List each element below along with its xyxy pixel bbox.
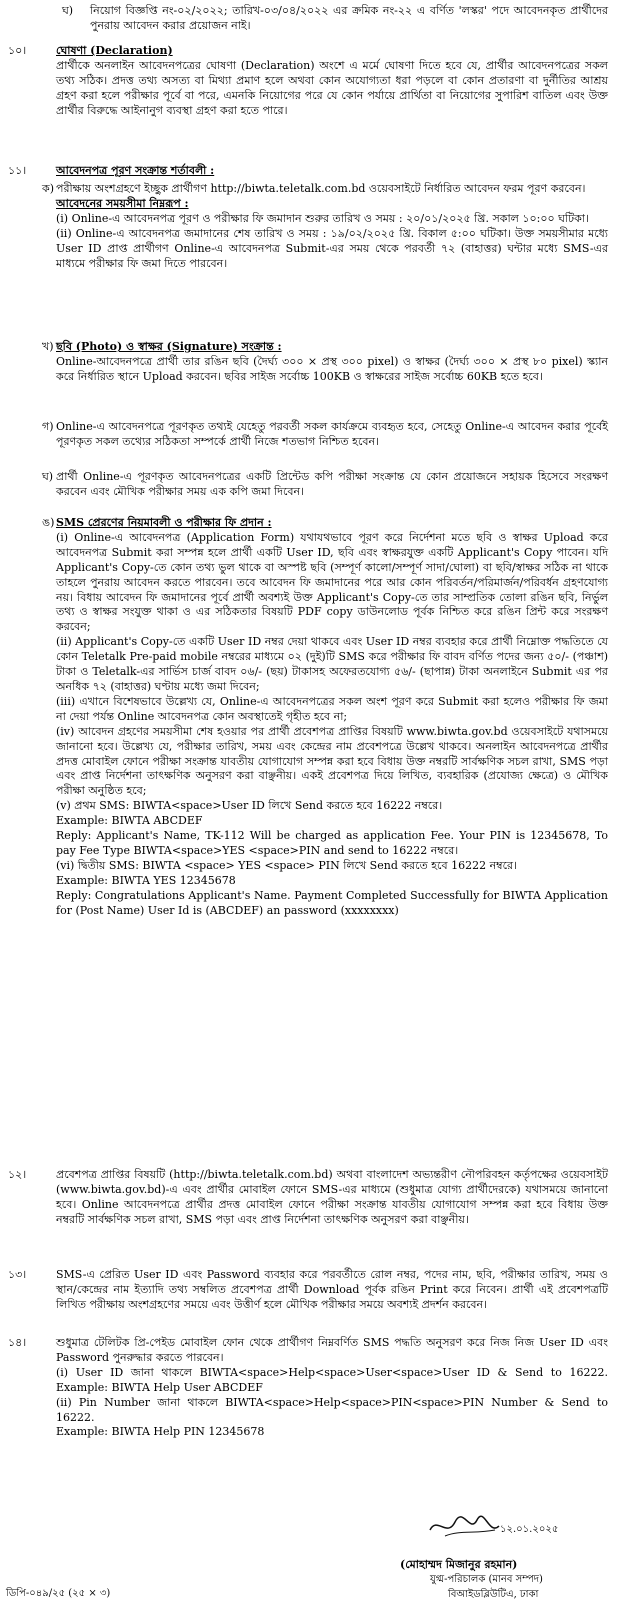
signature-date: ১২.০১.২০২৫ <box>500 1524 559 1535</box>
item-label: ঙ) <box>42 516 55 529</box>
item-heading: ছবি (Photo) ও স্বাক্ষর (Signature) সংক্রান্ত : <box>56 340 282 353</box>
section-heading: ঘোষণা (Declaration) <box>56 44 173 57</box>
item-text: প্রার্থী Online-এ পূরণকৃত আবেদনপত্রের একটি প্রিন্টেড কপি পরীক্ষা সংক্রান্ত যে কোন প্রয়োজনে সহায়ক হিসেবে সংরক্ষণ করবেন এবং মৌখিক পরীক্ষার সময় এক কপি জমা দিবেন। <box>56 470 608 498</box>
section-number: ১৩। <box>8 1268 27 1281</box>
item-sub-i: (i) Online-এ আবেদনপত্র পূরণ ও পরীক্ষার ফি জমাদান শুরুর তারিখ ও সময় : ২০/০১/২০২৫ খ্রি. সকাল ১০:০০ ঘটিকা। <box>56 211 589 225</box>
section-sub-ii: (ii) Pin Number জানা থাকলে BIWTA<space>Help<space>PIN<space>PIN Number & Send to 16222. <box>56 1395 608 1424</box>
item-label: খ) <box>42 340 54 353</box>
section-text: প্রার্থীকে অনলাইন আবেদনপত্রের ঘোষণা (Declaration) অংশে এ মর্মে ঘোষণা দিতে হবে যে, প্রার্থীর আবেদনপত্রের সকল তথ্য সঠিক। প্রদত্ত তথ্য অসত্য বা মিথ্যা প্রমাণ হলে অথবা কোন অযোগ্যতা ধরা পড়লে বা কোন প্রতারণা বা দুর্নীতির আশ্রয় গ্রহণ করা হলে পরীক্ষার পূর্বে বা পরে, এমনকি নিয়োগের পরে যে কোন পর্যায়ে প্রার্থিতা বা নিয়োগের সুপারিশ বাতিল এবং উক্ত প্রার্থীর বিরুদ্ধে আইনানুগ ব্যবস্থা গ্রহণ করা হতে পারে। <box>56 58 608 117</box>
footer-reference: ডিপি-০৪৯/২৫ (২৫ × ৩) <box>6 1588 111 1599</box>
item-text: নিয়োগ বিজ্ঞপ্তি নং-০২/২০২২; তারিখ-০৩/০৪/২০২২ এর ক্রমিক নং-২২ এ বর্ণিত 'লস্কর' পদে আবেদনকৃত প্রার্থীদের পুনরায় আবেদন করার প্রয়োজন নাই। <box>90 4 608 32</box>
section-sub-i: (i) User ID জানা থাকলে BIWTA<space>Help<space>User<space>User ID & Send to 16222. Example: BIWTA Help User ABCDEF <box>56 1365 608 1394</box>
item-sub-v-example: Example: BIWTA ABCDEF <box>56 814 203 828</box>
section-14 <box>0 1336 620 1440</box>
section-number: ১০। <box>8 44 27 57</box>
item-sub-vi-example: Example: BIWTA YES 12345678 <box>56 873 236 887</box>
item-sub-vi: (vi) দ্বিতীয় SMS: BIWTA <space> YES <space> PIN লিখে Send করতে হবে 16222 নম্বরে। <box>56 858 518 872</box>
item-text: পরীক্ষায় অংশগ্রহণে ইচ্ছুক প্রার্থীগণ http://biwta.teletalk.com.bd ওয়েবসাইটে নির্ধারিত আবেদন ফরম পূরণ করবেন। <box>56 182 586 195</box>
item-sub-iv: (iv) আবেদন গ্রহণের সময়সীমা শেষ হওয়ার পর প্রার্থী প্রবেশপত্র প্রাপ্তির বিষয়টি www.biwta.gov.bd ওয়েবসাইটে যথাসময়ে জানানো হবে। উল্লেখ্য যে, পরীক্ষার তারিখ, সময় এবং কেন্দ্রের নাম প্রবেশপত্রে উল্লেখ থাকবে। অনলাইন আবেদনপত্রে প্রার্থীর প্রদত্ত মোবাইল ফোনে পরীক্ষা সংক্রান্ত যাবতীয় যোগাযোগ সম্পন্ন করা হবে বিধায় উক্ত নম্বরটি সার্বক্ষণিক সচল রাখা, SMS পড়া এবং প্রাপ্ত নির্দেশনা তাৎক্ষণিক অনুসরণ করা বাঞ্ছনীয়। একই প্রবেশপত্র দিয়ে লিখিত, ব্যবহারিক (প্রযোজ্য ক্ষেত্রে) ও মৌখিক পরীক্ষা অনুষ্ঠিত হবে; <box>56 724 608 798</box>
item-gha <box>0 470 620 500</box>
item-sub-iii: (iii) এখানে বিশেষভাবে উল্লেখ্য যে, Online-এ আবেদনপত্রের সকল অংশ পূরণ করে Submit করা হলেও পরীক্ষার ফি জমা না দেয়া পর্যন্ত Online আবেদনপত্র কোন অবস্থাতেই গৃহীত হবে না; <box>56 694 608 723</box>
section-text: শুধুমাত্র টেলিটক প্রি-পেইড মোবাইল ফোন থেকে প্রার্থীগণ নিম্নবর্ণিত SMS পদ্ধতি অনুসরণ করে নিজ নিজ User ID এবং Password পুনরুদ্ধার করতে পারবেন। <box>56 1336 608 1364</box>
item-sub-v: (v) প্রথম SMS: BIWTA<space>User ID লিখে Send করতে হবে 16222 নম্বরে। <box>56 799 443 813</box>
item-ng <box>0 516 620 918</box>
section-number: ১২। <box>8 1168 27 1181</box>
section-10 <box>0 44 620 119</box>
section-12 <box>0 1168 620 1228</box>
section-11 <box>0 164 620 179</box>
section-heading: আবেদনপত্র পূরণ সংক্রান্ত শর্তাবলী : <box>56 164 215 177</box>
section-text: SMS-এ প্রেরিত User ID এবং Password ব্যবহার করে পরবর্তীতে রোল নম্বর, পদের নাম, ছবি, পরীক্ষার তারিখ, সময় ও স্থান/কেন্দ্রের নাম ইত্যাদি তথ্য সম্বলিত প্রবেশপত্র প্রার্থী Download পূর্বক রঙিন Print করে নিবেন। প্রার্থী এই প্রবেশপত্রটি লিখিত পরীক্ষায় অংশগ্রহণের সময়ে এবং উত্তীর্ণ হলে মৌখিক পরীক্ষার সময়ে অবশ্যই প্রদর্শন করবেন। <box>56 1268 608 1311</box>
item-label: গ) <box>42 420 54 433</box>
item-heading: SMS প্রেরণের নিয়মাবলী ও পরীক্ষার ফি প্রদান : <box>56 516 272 529</box>
item-g <box>0 420 620 450</box>
item-sub-v-reply: Reply: Applicant's Name, TK-112 Will be charged as application Fee. Your PIN is 12345678, To pay Fee Type BIWTA<space>YES <space>PIN and send to 16222 নম্বরে। <box>56 829 608 857</box>
section-13 <box>0 1268 620 1313</box>
item-text: Online-এ আবেদনপত্রে পূরণকৃত তথ্যই যেহেতু পরবর্তী সকল কার্যক্রমে ব্যবহৃত হবে, সেহেতু Online-এ আবেদন করার পূর্বেই পূরণকৃত সকল তথ্যের সঠিকতা সম্পর্কে প্রার্থী নিজে শতভাগ নিশ্চিত হবেন। <box>56 420 608 448</box>
item-label: ঘ) <box>42 470 54 483</box>
section-number: ১৪। <box>8 1336 27 1349</box>
signatory-name: (মোহাম্মদ মিজানুর রহমান) <box>400 1558 518 1571</box>
item-sub-ii: (ii) Applicant's Copy-তে একটি User ID নম্বর দেয়া থাকবে এবং User ID নম্বর ব্যবহার করে প্রার্থী নিম্নোক্ত পদ্ধতিতে যে কোন Teletalk Pre-paid mobile নম্বরের মাধ্যমে ০২ (দুই)টি SMS করে পরীক্ষার ফি বাবদ বর্ণিত পদের জন্য ৫০/- (পঞ্চাশ) টাকা ও Teletalk-এর সার্ভিস চার্জ বাবদ ০৬/- (ছয়) টাকাসহ অফেরতযোগ্য ৫৬/- (ছাপান্ন) টাকা অনলাইনে Submit এর পর অনধিক ৭২ (বাহাত্তর) ঘণ্টায় মধ্যে জমা দিবেন; <box>56 635 608 693</box>
section-sub-ii-example: Example: BIWTA Help PIN 12345678 <box>56 1425 265 1439</box>
section-text: প্রবেশপত্র প্রাপ্তির বিষয়টি (http://biwta.teletalk.com.bd) অথবা বাংলাদেশ অভ্যন্তরীণ নৌপরিবহন কর্তৃপক্ষের ওয়েবসাইট (www.biwta.gov.bd)-এ এবং প্রার্থীর মোবাইল ফোনে SMS-এর মাধ্যমে (শুধুমাত্র যোগ্য প্রার্থীদেরকে) যথাসময়ে জানানো হবে। Online আবেদনপত্রে প্রার্থীর প্রদত্ত মোবাইল ফোনে পরীক্ষা সংক্রান্ত যাবতীয় যোগাযোগ সম্পন্ন করা হবে বিধায় উক্ত নম্বরটি সার্বক্ষণিক সচল রাখা, SMS পড়া এবং প্রাপ্ত নির্দেশনা তাৎক্ষণিক অনুসরণ করা বাঞ্ছনীয়। <box>56 1168 608 1226</box>
item-sub-ii: (ii) Online-এ আবেদনপত্র জমাদানের শেষ তারিখ ও সময় : ১৯/০২/২০২৫ খ্রি. বিকাল ৫:০০ ঘটিকা। উক্ত সময়সীমার মধ্যে User ID প্রাপ্ত প্রার্থীগণ Online-এ আবেদনপত্র Submit-এর সময় থেকে পরবর্তী ৭২ (বাহাত্তর) ঘন্টার মধ্যে SMS-এর মাধ্যমে পরীক্ষার ফি জমা দিতে পারবেন। <box>56 226 608 270</box>
signatory-office: বিআইডব্লিউটিএ, ঢাকা <box>448 1589 539 1600</box>
item-kh <box>0 340 620 385</box>
item-label: ঘ) <box>62 4 74 17</box>
item-k <box>0 182 620 271</box>
item-gha-top <box>0 4 620 34</box>
item-label: ক) <box>42 182 54 195</box>
section-number: ১১। <box>8 164 27 177</box>
item-sub-i: (i) Online-এ আবেদনপত্র (Application Form) যথাযথভাবে পূরণ করে নির্দেশনা মতে ছবি ও স্বাক্ষর Upload করে আবেদনপত্র Submit করা সম্পন্ন হলে প্রার্থী একটি User ID, ছবি এবং স্বাক্ষরযুক্ত একটি Applicant's Copy পাবেন। যদি Applicant's Copy-তে কোন তথ্য ভুল থাকে বা অস্পষ্ট ছবি (সম্পূর্ণ কালো/সম্পূর্ণ সাদা/ঘোলা) বা ছবি/স্বাক্ষর সঠিক না থাকে তাহলে পুনরায় আবেদন করতে পারবেন। তবে আবেদন ফি জমাদানের পরে আর কোন পরিবর্তন/পরিমার্জন/পরিবর্ধন গ্রহণযোগ্য নয়। বিধায় আবেদন ফি জমাদানের পূর্বে প্রার্থী অবশ্যই উক্ত Applicant's Copy-তে তার সাম্প্রতিক তোলা রঙিন ছবি, নির্ভুল তথ্য ও স্বাক্ষর সংযুক্ত থাকা ও এর সঠিকতার বিষয়টি PDF copy ডাউনলোড পূর্বক নিশ্চিত করে রঙিন প্রিন্ট করে সংরক্ষণ করবেন; <box>56 530 608 634</box>
item-heading: আবেদনের সময়সীমা নিম্নরূপ : <box>56 196 189 210</box>
signatory-title: যুগ্ম-পরিচালক (মানব সম্পদ) <box>430 1574 543 1585</box>
item-text: Online-আবেদনপত্রে প্রার্থী তার রঙিন ছবি (দৈর্ঘ্য ৩০০ × প্রস্থ ৩০০ pixel) ও স্বাক্ষর (দৈর্ঘ্য ৩০০ × প্রস্থ ৮০ pixel) স্ক্যান করে নির্ধারিত স্থানে Upload করবেন। ছবির সাইজ সর্বোচ্চ 100KB ও স্বাক্ষরের সাইজ সর্বোচ্চ 60KB হতে হবে। <box>56 354 608 383</box>
item-sub-vi-reply: Reply: Congratulations Applicant's Name. Payment Completed Successfully for BIWTA Application for (Post Name) User Id is (ABCDEF) an password (xxxxxxxx) <box>56 888 608 917</box>
